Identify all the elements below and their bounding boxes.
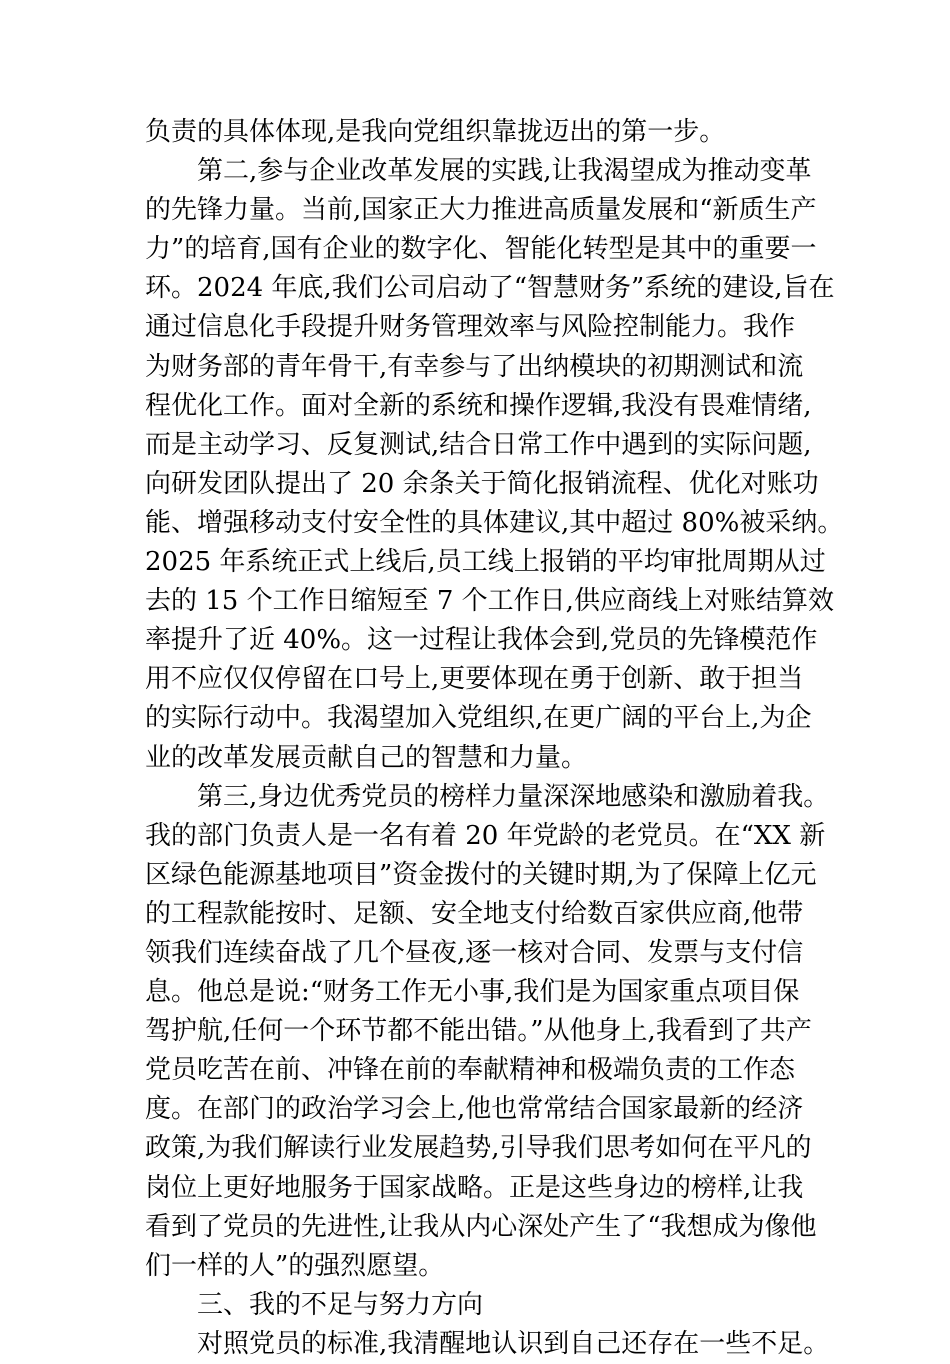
text-line: 息。他总是说:“财务工作无小事,我们是为国家重点项目保: [145, 977, 800, 1008]
paragraph-first-line: 三、我的不足与努力方向: [197, 1289, 484, 1320]
text-line: 的工程款能按时、足额、安全地支付给数百家供应商,他带: [145, 898, 804, 929]
text-line: 党员吃苦在前、冲锋在前的奉献精神和极端负责的工作态: [145, 1055, 796, 1086]
text-line: 看到了党员的先进性,让我从内心深处产生了“我想成为像他: [145, 1211, 817, 1242]
text-line: 我的部门负责人是一名有着 20 年党龄的老党员。在“XX 新: [145, 820, 826, 851]
text-line: 2025 年系统正式上线后,员工线上报销的平均审批周期从过: [145, 547, 826, 578]
text-line: 们一样的人”的强烈愿望。: [145, 1250, 445, 1281]
text-line: 通过信息化手段提升财务管理效率与风险控制能力。我作: [145, 312, 796, 343]
text-line: 程优化工作。面对全新的系统和操作逻辑,我没有畏难情绪,: [145, 390, 812, 421]
text-line: 而是主动学习、反复测试,结合日常工作中遇到的实际问题,: [145, 429, 812, 460]
text-line: 的先锋力量。当前,国家正大力推进高质量发展和“新质生产: [145, 195, 817, 226]
text-line: 负责的具体体现,是我向党组织靠拢迈出的第一步。: [145, 117, 726, 147]
text-line: 政策,为我们解读行业发展趋势,引导我们思考如何在平凡的: [145, 1133, 812, 1164]
text-line: 驾护航,任何一个环节都不能出错。”从他身上,我看到了共产: [145, 1016, 812, 1047]
paragraph-first-line: 第二,参与企业改革发展的实践,让我渴望成为推动变革: [197, 156, 812, 187]
text-line: 能、增强移动支付安全性的具体建议,其中超过 80%被采纳。: [145, 507, 844, 538]
text-line: 业的改革发展贡献自己的智慧和力量。: [145, 742, 588, 773]
text-line: 为财务部的青年骨干,有幸参与了出纳模块的初期测试和流: [145, 351, 804, 382]
text-line: 力”的培育,国有企业的数字化、智能化转型是其中的重要一: [145, 234, 817, 265]
text-line: 率提升了近 40%。这一过程让我体会到,党员的先锋模范作: [145, 625, 818, 656]
text-line: 用不应仅仅停留在口号上,更要体现在勇于创新、敢于担当: [145, 664, 804, 695]
text-line: 去的 15 个工作日缩短至 7 个工作日,供应商线上对账结算效: [145, 586, 834, 617]
document-body: [145, 113, 845, 1364]
paragraph-first-line: 第三,身边优秀党员的榜样力量深深地感染和激励着我。: [197, 781, 830, 812]
text-line: 环。2024 年底,我们公司启动了“智慧财务”系统的建设,旨在: [145, 273, 835, 304]
paragraph-first-line: 对照党员的标准,我清醒地认识到自己还存在一些不足。: [197, 1328, 830, 1359]
text-line: 领我们连续奋战了几个昼夜,逐一核对合同、发票与支付信: [145, 937, 804, 968]
text-line: 的实际行动中。我渴望加入党组织,在更广阔的平台上,为企: [145, 703, 812, 734]
text-line: 岗位上更好地服务于国家战略。正是这些身边的榜样,让我: [145, 1172, 804, 1203]
text-line: 区绿色能源基地项目”资金拨付的关键时期,为了保障上亿元: [145, 859, 817, 890]
text-line: 度。在部门的政治学习会上,他也常常结合国家最新的经济: [145, 1094, 804, 1125]
text-line: 向研发团队提出了 20 余条关于简化报销流程、优化对账功: [145, 468, 819, 499]
